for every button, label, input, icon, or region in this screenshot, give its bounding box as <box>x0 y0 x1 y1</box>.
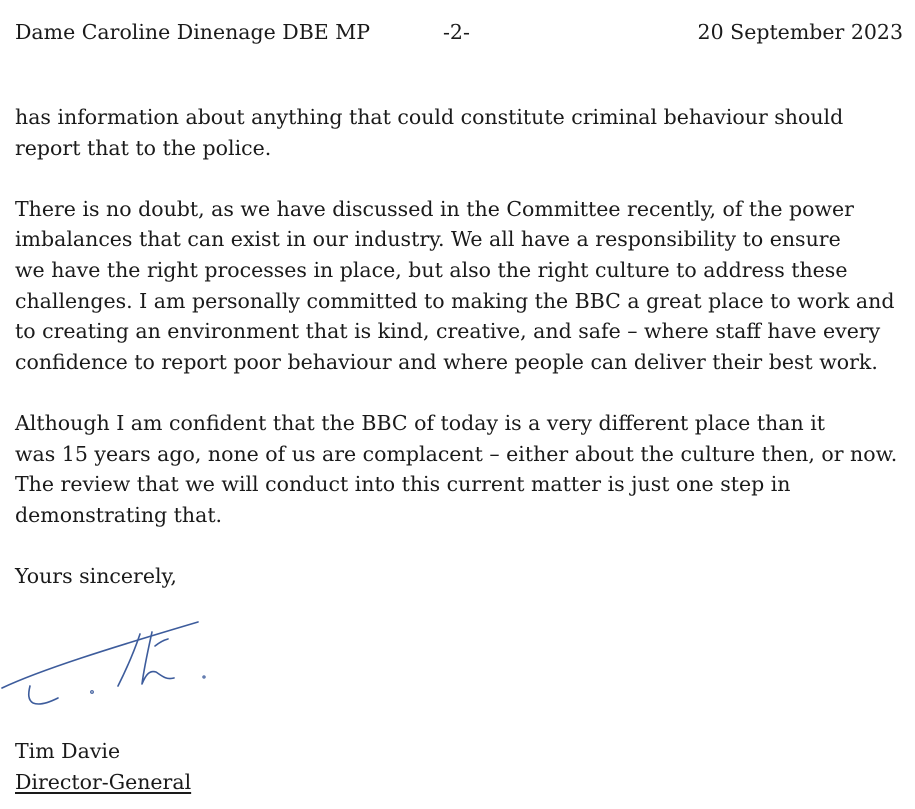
paragraph-1 <box>15 102 905 163</box>
signer-title: Director-General <box>15 769 192 794</box>
text-line: confidence to report poor behaviour and where people can deliver their best work. <box>15 349 878 374</box>
paragraph-2 <box>15 194 905 378</box>
text-line: demonstrating that. <box>15 502 223 527</box>
text-line: imbalances that can exist in our industry. We all have a responsibility to ensure <box>15 227 841 252</box>
page-number: -2- <box>443 20 470 44</box>
letter-date: 20 September 2023 <box>697 20 903 44</box>
text-line: we have the right processes in place, but also the right culture to address these <box>15 257 848 282</box>
letter-header <box>15 18 903 46</box>
text-line: report that to the police. <box>15 135 272 160</box>
signer-name: Tim Davie <box>15 739 121 763</box>
text-line: Although I am confident that the BBC of today is a very different place than it <box>15 410 825 435</box>
text-line: challenges. I am personally committed to making the BBC a great place to work and <box>15 288 895 313</box>
recipient-name: Dame Caroline Dinenage DBE MP <box>15 20 371 44</box>
signature-image <box>0 612 215 720</box>
text-line: The review that we will conduct into this current matter is just one step in <box>15 472 791 497</box>
closing-salutation: Yours sincerely, <box>15 563 177 588</box>
signer-block <box>15 736 191 797</box>
text-line: has information about anything that could constitute criminal behaviour should <box>15 105 844 129</box>
paragraph-3 <box>15 408 905 530</box>
text-line: was 15 years ago, none of us are complacent – either about the culture then, or now. <box>15 441 898 466</box>
letter-body <box>15 102 905 622</box>
text-line: to creating an environment that is kind, creative, and safe – where staff have every <box>15 319 881 344</box>
text-line: There is no doubt, as we have discussed in the Committee recently, of the power <box>15 196 854 221</box>
